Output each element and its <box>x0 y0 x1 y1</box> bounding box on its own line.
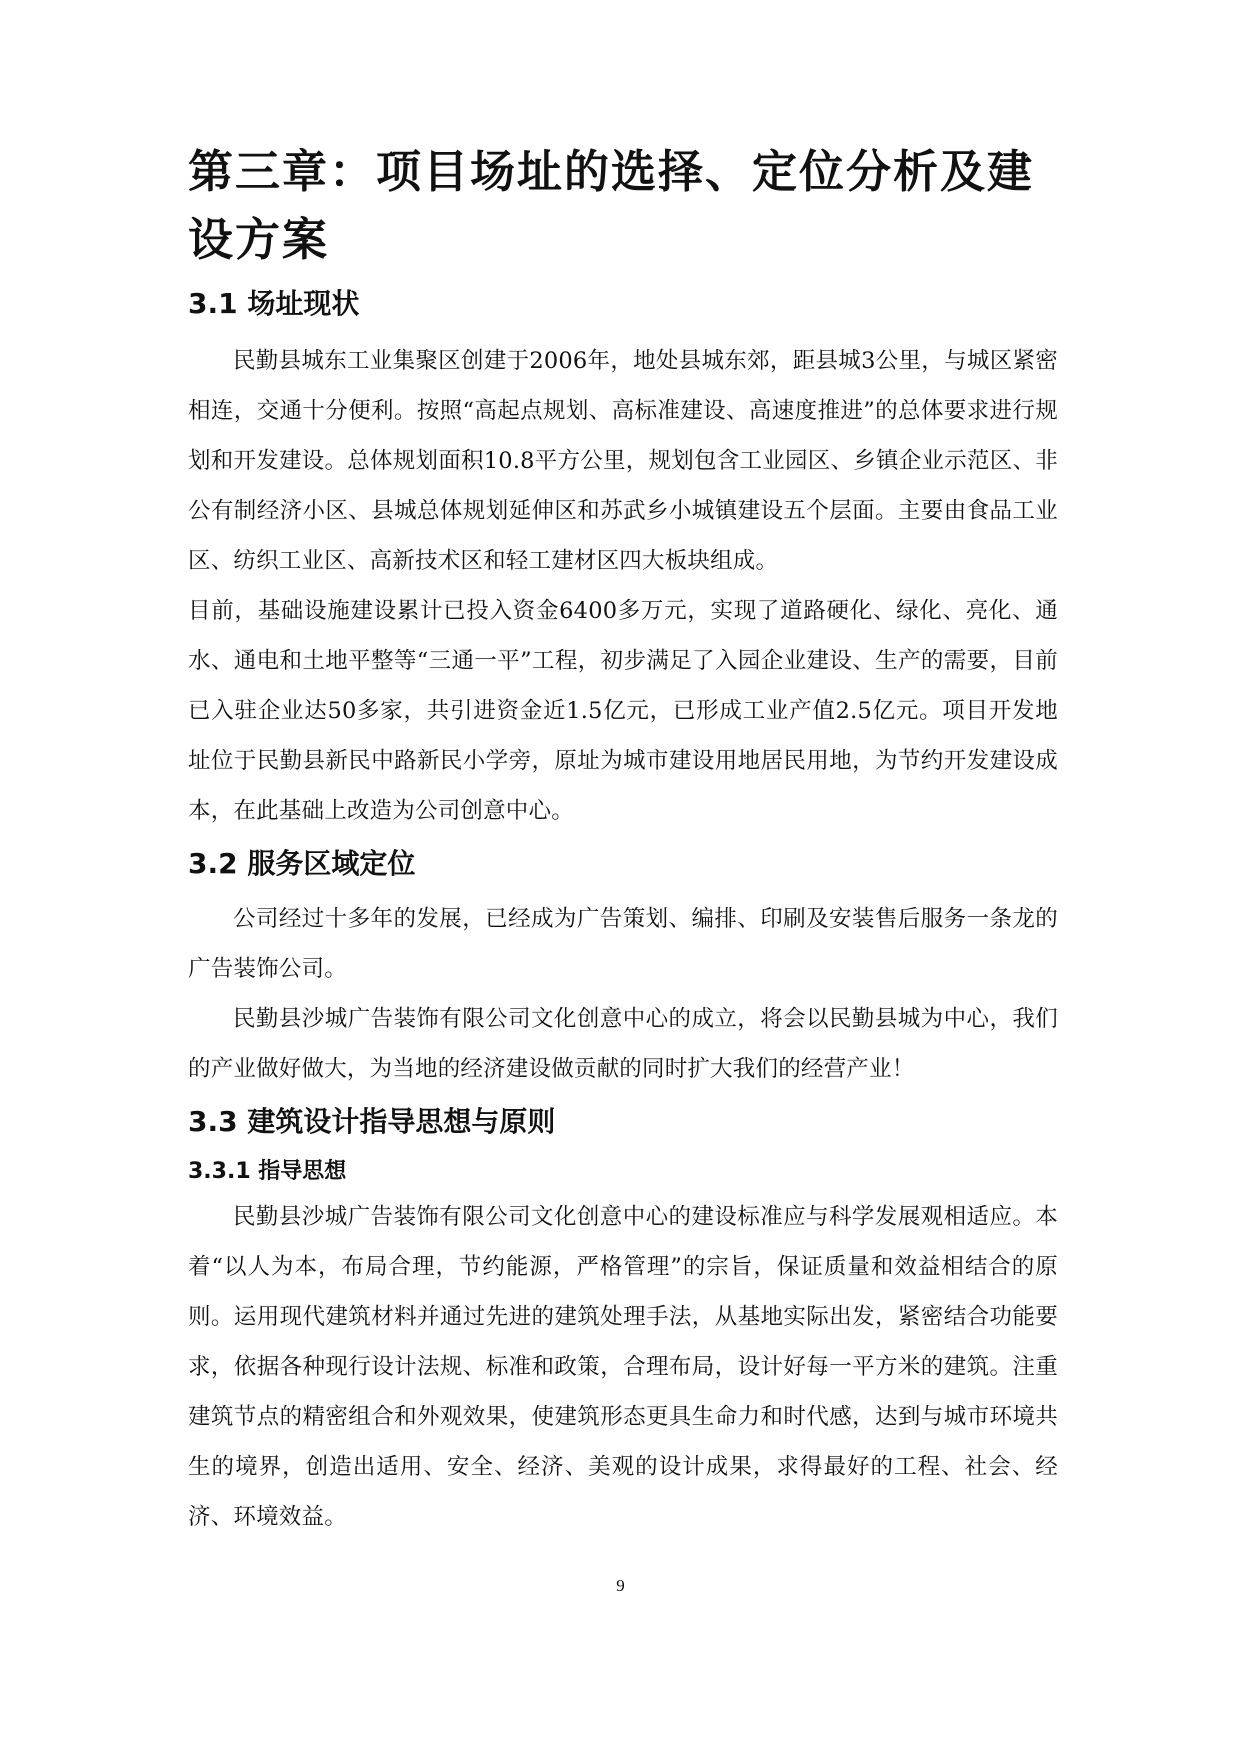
paragraph: 民勤县城东工业集聚区创建于2006年，地处县城东郊，距县城3公里，与城区紧密相连，交通十分便利。按照“高起点规划、高标准建设、高速度推进”的总体要求进行规划和开发建设。总体规划面积10.8平方公里，规划包含工业园区、乡镇企业示范区、非公有制经济小区、县城总体规划延伸区和苏武乡小城镇建设五个层面。主要由食品工业区、纺织工业区、高新技术区和轻工建材区四大板块组成。 <box>188 348 1058 574</box>
chapter-title: 第三章：项目场址的选择、定位分析及建设方案 <box>188 145 1035 266</box>
section-heading-3-3: 3.3 建筑设计指导思想与原则 <box>188 1105 556 1138</box>
page-number: 9 <box>616 1576 625 1595</box>
section-body-3-1 <box>188 336 1058 836</box>
subsection-heading-3-3-1: 3.3.1 指导思想 <box>188 1159 347 1184</box>
document-page <box>188 138 1058 1542</box>
paragraph: 民勤县沙城广告装饰有限公司文化创意中心的成立，将会以民勤县城为中心，我们的产业做好做大，为当地的经济建设做贡献的同时扩大我们的经营产业！ <box>188 1006 1058 1082</box>
section-heading-3-1: 3.1 场址现状 <box>188 287 360 320</box>
paragraph: 公司经过十多年的发展，已经成为广告策划、编排、印刷及安装售后服务一条龙的广告装饰公司。 <box>188 906 1058 982</box>
subsection-body-3-3-1 <box>188 1192 1058 1542</box>
section-body-3-2 <box>188 894 1058 1094</box>
paragraph: 目前，基础设施建设累计已投入资金6400多万元，实现了道路硬化、绿化、亮化、通水、通电和土地平整等“三通一平”工程，初步满足了入园企业建设、生产的需要，目前已入驻企业达50多家，共引进资金近1.5亿元，已形成工业产值2.5亿元。项目开发地址位于民勤县新民中路新民小学旁，原址为城市建设用地居民用地，为节约开发建设成本，在此基础上改造为公司创意中心。 <box>188 598 1058 824</box>
section-heading-3-2: 3.2 服务区域定位 <box>188 847 416 880</box>
paragraph: 民勤县沙城广告装饰有限公司文化创意中心的建设标准应与科学发展观相适应。本着“以人为本，布局合理，节约能源，严格管理”的宗旨，保证质量和效益相结合的原则。运用现代建筑材料并通过先进的建筑处理手法，从基地实际出发，紧密结合功能要求，依据各种现行设计法规、标准和政策，合理布局，设计好每一平方米的建筑。注重建筑节点的精密组合和外观效果，使建筑形态更具生命力和时代感，达到与城市环境共生的境界，创造出适用、安全、经济、美观的设计成果，求得最好的工程、社会、经济、环境效益。 <box>188 1204 1058 1530</box>
